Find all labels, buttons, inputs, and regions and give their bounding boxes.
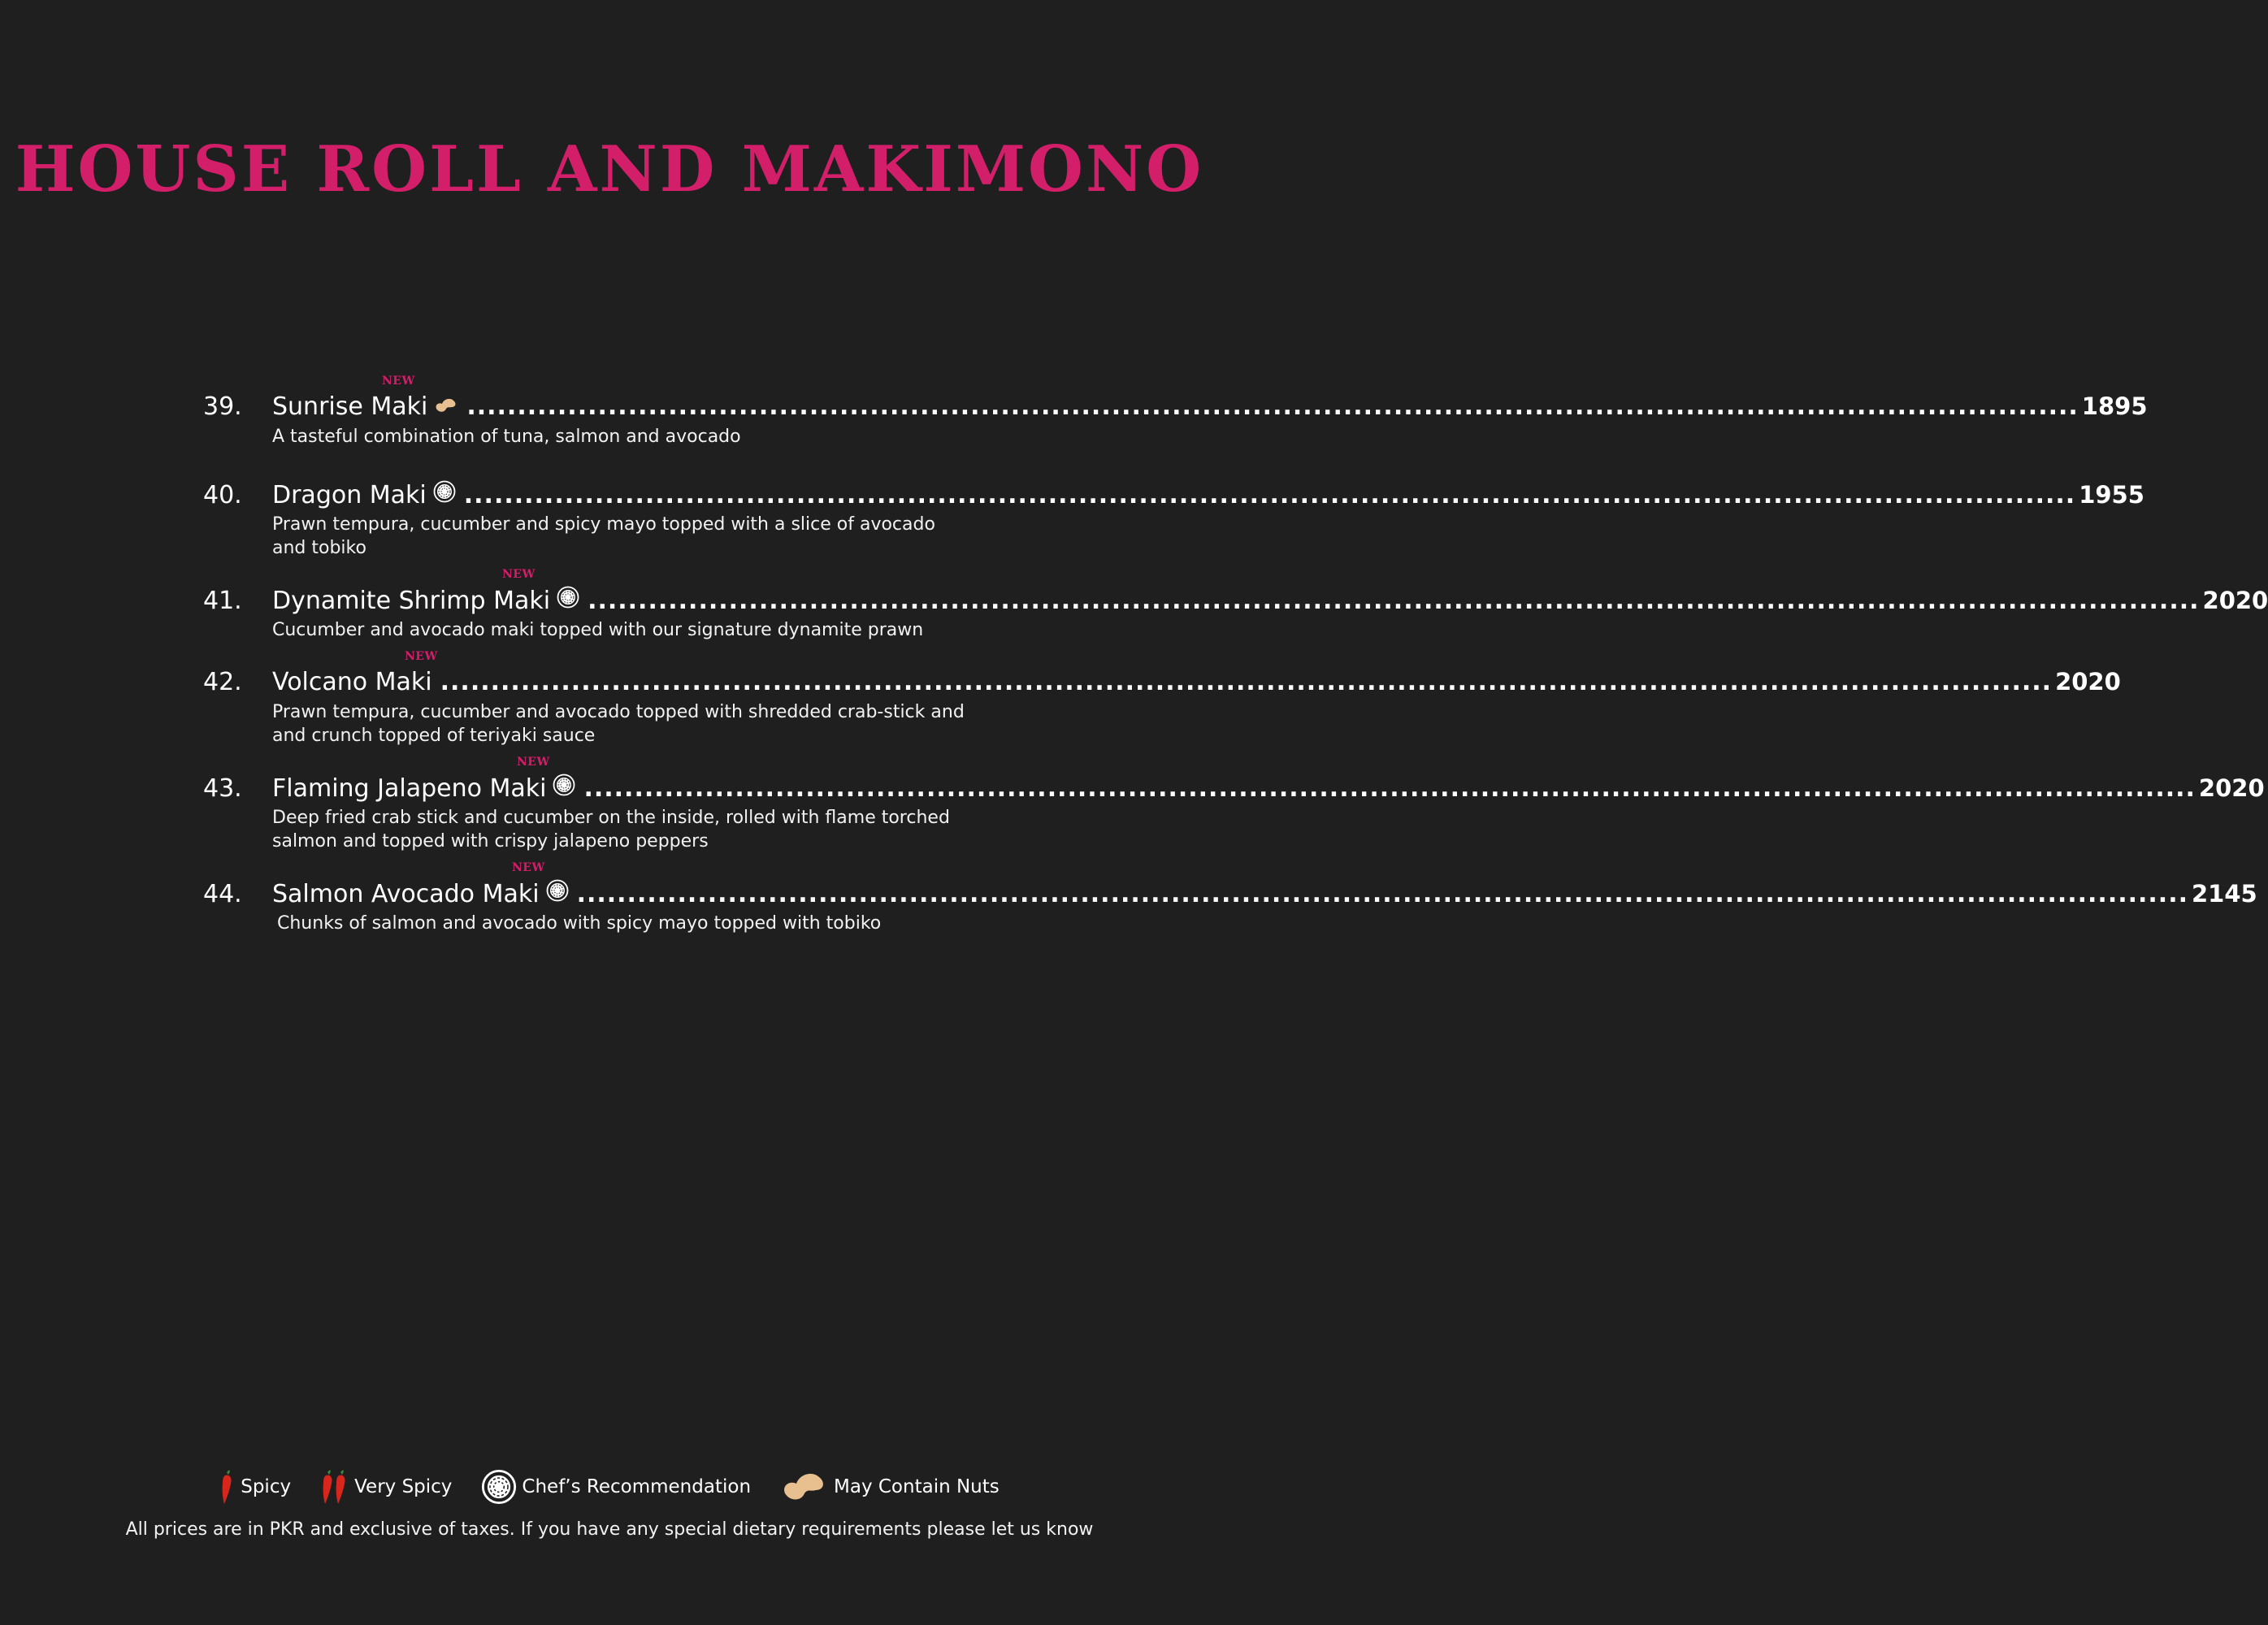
menu-item-header (203, 759, 2265, 806)
new-badge: NEW (502, 568, 536, 581)
item-number: 44. (203, 880, 242, 908)
legend-chef-recommendation (481, 1469, 751, 1505)
double-chili-icon (320, 1469, 349, 1505)
chef-recommendation-icon (481, 1469, 517, 1505)
legend-label: Chef’s Recommendation (522, 1476, 752, 1497)
menu-item-header (203, 571, 2268, 618)
item-number: 43. (203, 774, 242, 803)
dot-leader: ................................................................................................................................................................ (576, 880, 2188, 908)
item-number: 41. (203, 587, 242, 615)
description-line: Deep fried crab stick and cucumber on the inside, rolled with flame torched (272, 808, 950, 828)
item-description (272, 806, 1016, 853)
item-number: 42. (203, 668, 242, 696)
item-number: 39. (203, 392, 242, 421)
menu-item (203, 650, 2121, 748)
item-name: Sunrise Maki (272, 392, 428, 421)
menu-item (203, 756, 2265, 853)
legend-nuts (780, 1469, 1000, 1505)
description-line: Chunks of salmon and avocado with spicy mayo topped with tobiko (277, 913, 882, 934)
item-description (272, 700, 1016, 748)
nuts-icon (434, 392, 458, 421)
item-price: 2020 (2198, 774, 2265, 802)
new-badge: NEW (517, 756, 550, 769)
description-line: and crunch topped of teriyaki sauce (272, 726, 596, 746)
menu-item-header (203, 653, 2121, 700)
chili-icon (219, 1469, 236, 1505)
dot-leader: ................................................................................................................................................................ (440, 668, 2053, 696)
new-badge: NEW (382, 375, 415, 388)
menu-item (203, 861, 2257, 935)
description-line: Prawn tempura, cucumber and avocado topped with shredded crab-stick and (272, 702, 965, 722)
legend-label: May Contain Nuts (834, 1476, 1000, 1497)
nuts-icon (780, 1469, 829, 1505)
item-price: 1895 (2081, 392, 2148, 420)
dot-leader: ................................................................................................................................................................ (588, 587, 2200, 615)
dot-leader: ................................................................................................................................................................ (463, 481, 2076, 509)
item-name: Dynamite Shrimp Maki (272, 587, 551, 615)
item-price: 2020 (2202, 587, 2268, 614)
menu-item-header (203, 864, 2257, 912)
chef-recommendation-icon (553, 774, 575, 803)
description-line: Cucumber and avocado maki topped with our signature dynamite prawn (272, 620, 924, 640)
item-name: Volcano Maki (272, 668, 432, 696)
chef-recommendation-icon (433, 480, 456, 509)
legend-label: Spicy (241, 1476, 292, 1497)
dot-leader: ................................................................................................................................................................ (583, 774, 2196, 803)
new-badge: NEW (512, 861, 545, 874)
chef-recommendation-icon (546, 879, 569, 908)
item-price: 2020 (2055, 668, 2121, 696)
item-name: Flaming Jalapeno Maki (272, 774, 547, 803)
menu-list (203, 375, 2268, 935)
menu-item-header (203, 480, 2144, 513)
description-line: and tobiko (272, 538, 366, 558)
item-description (272, 912, 1016, 935)
legend-very-spicy (320, 1469, 452, 1505)
legend-label: Very Spicy (354, 1476, 453, 1497)
item-name: Dragon Maki (272, 481, 427, 509)
page-title: HOUSE ROLL AND MAKIMONO (15, 132, 1204, 206)
dot-leader: ................................................................................................................................................................ (466, 392, 2079, 421)
menu-item (203, 480, 2144, 560)
menu-item (203, 568, 2268, 642)
item-description (272, 425, 1016, 448)
legend-spicy (219, 1469, 291, 1505)
footer-note: All prices are in PKR and exclusive of taxes. If you have any special dietary requirements please let us know (125, 1519, 1094, 1540)
chef-recommendation-icon (557, 586, 579, 615)
item-number: 40. (203, 481, 242, 509)
item-name: Salmon Avocado Maki (272, 880, 540, 908)
description-line: salmon and topped with crispy jalapeno peppers (272, 831, 709, 852)
description-line: Prawn tempura, cucumber and spicy mayo topped with a slice of avocado (272, 514, 935, 535)
description-line: A tasteful combination of tuna, salmon and avocado (272, 427, 741, 447)
item-description (272, 513, 1016, 560)
menu-item (203, 375, 2148, 448)
menu-item-header (203, 378, 2148, 425)
new-badge: NEW (405, 650, 438, 663)
item-price: 1955 (2079, 481, 2144, 509)
icon-legend (0, 1469, 1219, 1505)
item-price: 2145 (2192, 880, 2257, 908)
item-description (272, 618, 1016, 642)
